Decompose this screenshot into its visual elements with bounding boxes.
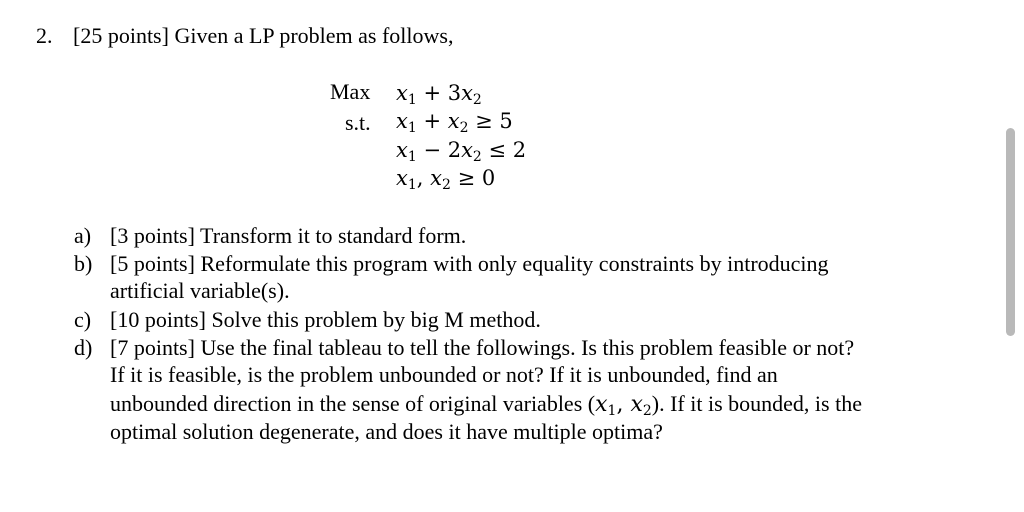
part-b-text-line-1: [5 points] Reformulate this program with only equality constraints by introducing <box>110 251 829 276</box>
part-d-text-line-4: optimal solution degenerate, and does it have multiple optima? <box>110 419 663 444</box>
vertical-scrollbar-thumb[interactable] <box>1006 128 1015 336</box>
part-c-text: [10 points] Solve this problem by big M method. <box>110 307 541 332</box>
max-label: Max <box>330 79 371 104</box>
part-d-label: d) <box>74 335 93 360</box>
constraint-2: $x_1 - 2x_2 \le 2$ <box>396 138 527 165</box>
part-d-text-line-1: [7 points] Use the final tableau to tell the followings. Is this problem feasible or not? <box>110 335 855 360</box>
part-b-text-line-2: artificial variable(s). <box>110 278 290 303</box>
part-a-label: a) <box>74 223 92 248</box>
part-d-text-line-3: unbounded direction in the sense of original variables ($x_1$, $x_2$). If it is bounded, is the <box>110 391 862 419</box>
part-a-text: [3 points] Transform it to standard form. <box>110 223 467 248</box>
part-b-label: b) <box>74 251 93 276</box>
question-intro: [25 points] Given a LP problem as follows, <box>73 23 454 48</box>
part-d-text-line-2: If it is feasible, is the problem unbounded or not? If it is unbounded, find an <box>110 362 778 387</box>
constraint-nonnegativity: $x_1$, $x_2 \ge 0$ <box>396 166 496 193</box>
part-c-label: c) <box>74 307 92 332</box>
constraint-1: $x_1 + x_2 \ge 5$ <box>396 109 513 136</box>
question-number: 2. <box>36 23 53 48</box>
objective-function: $x_1 + 3x_2$ <box>396 81 482 108</box>
st-label: s.t. <box>345 110 371 135</box>
